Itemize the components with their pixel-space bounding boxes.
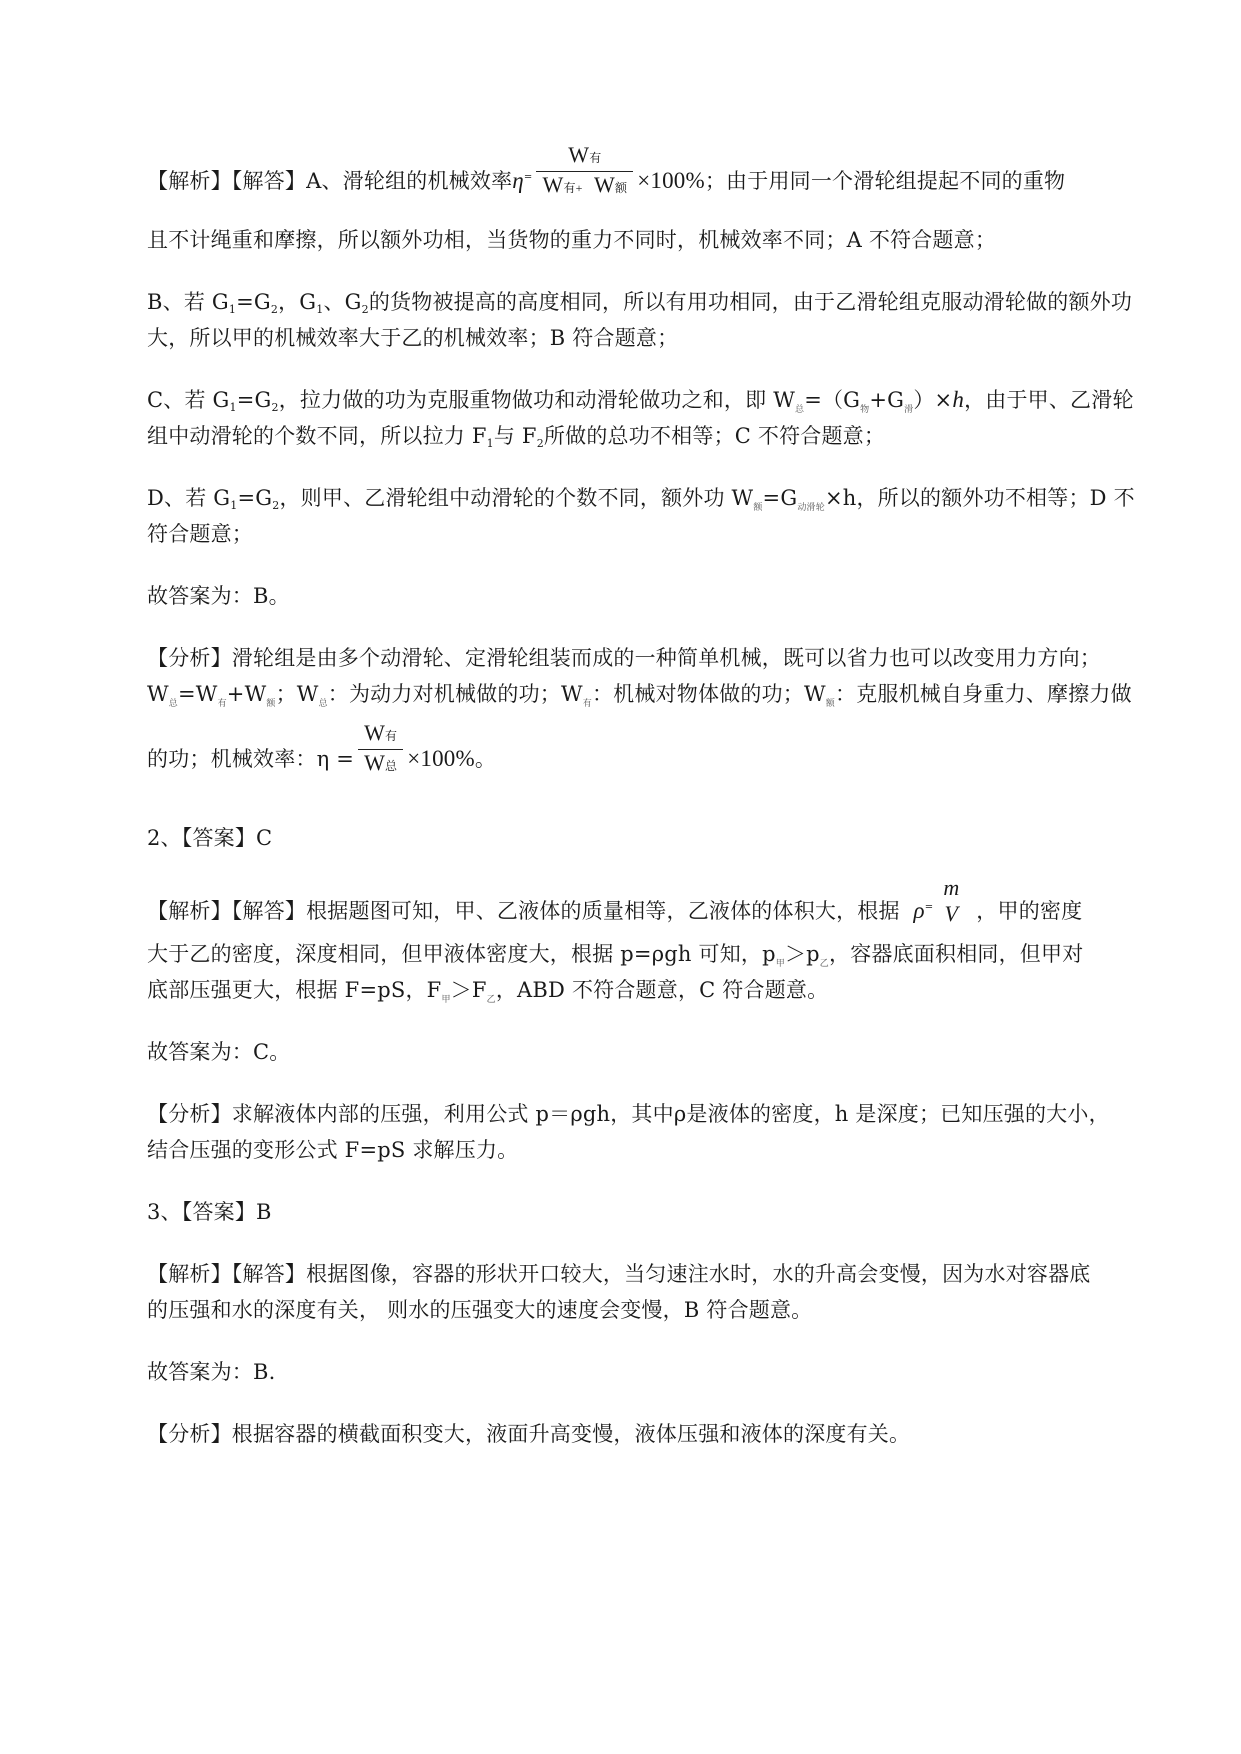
analysis-line-2: 且不计绳重和摩擦，所以额外功相，当货物的重力不同时，机械效率不同；A 不符合题意； <box>147 228 997 252</box>
question-3-answer: 3、【答案】B <box>147 1200 272 1224</box>
option-d-line-1: D、若 $G_1=G_2$，则甲、乙滑轮组中动滑轮的个数不同，额外功 $W_额=G_{动滑轮}\times h$，所以的额外功不相等；D 不 <box>147 486 1135 513</box>
q3-analysis-line-2: 的压强和水的深度有关， 则水的压强变大的速度会变慢，B 符合题意。 <box>147 1298 813 1322</box>
q3-answer-line: 故答案为：B. <box>147 1360 276 1384</box>
option-c-line-1: C、若 $G_1=G_2$，拉力做的功为克服重物做功和动滑轮做功之和，即 $W_总=(G_物+G_滑)\times h$，由于甲、乙滑轮 <box>147 387 1134 415</box>
summary-line-2: $W_总=W_有+W_额$；$W_总$：为动力对机械做的功；$W_有$：机械对物体做的功；$W_额$：克服机械自身重力、摩擦力做 <box>147 682 1132 709</box>
option-b-line-2: 大，所以甲的机械效率大于乙的机械效率；B 符合题意； <box>147 326 679 350</box>
q3-analysis-line-1: 【解析】【解答】根据图像，容器的形状开口较大，当匀速注水时，水的升高会变慢，因为水对容器底 <box>147 1262 1091 1286</box>
summary-line-3: 的功；机械效率：η = $\frac{\text{W有}}{\text{W总}}$ ×100%。 <box>147 742 1151 779</box>
q2-analysis-line-3: 底部压强更大，根据 F=pS，$F_甲>F_乙$，ABD 不符合题意，C 符合题意。 <box>147 978 829 1005</box>
density-fraction: m V <box>943 874 960 926</box>
q2-summary-line-2: 结合压强的变形公式 F=pS 求解压力。 <box>147 1138 519 1162</box>
analysis-line-1: 【解析】【解答】A、滑轮组的机械效率η= $\frac{\text{W有}}{\text{W有+ W额}}$ ×100%；由于用同一个滑轮组提起不同的重物 <box>147 163 1151 201</box>
option-b-line-1: B、若 $G_1=G_2$，$G_1$、$G_2$的货物被提高的高度相同，所以有用功相同，由于乙滑轮组克服动滑轮做的额外功 <box>147 290 1133 316</box>
efficiency-fraction: $\frac{\text{W有}}{\text{W有+ W额}}$ <box>536 142 633 201</box>
times-100-percent: ×100% <box>637 168 705 193</box>
rho-symbol: ρ <box>913 898 925 923</box>
eta-symbol: η <box>512 168 524 193</box>
option-c-line-2: 组中动滑轮的个数不同，所以拉力 $F_1$与 $F_2$所做的总功不相等；C 不符合题意； <box>147 424 886 450</box>
option-d-line-2: 符合题意； <box>147 522 253 546</box>
q2-analysis-line-1: 【解析】【解答】根据题图可知，甲、乙液体的质量相等，乙液体的体积大，根据 ρ= m V ，甲的密度 <box>147 874 1083 926</box>
summary-line-1: 【分析】滑轮组是由多个动滑轮、定滑轮组装而成的一种简单机械，既可以省力也可以改变用力方向； <box>147 646 1101 670</box>
q3-summary-line: 【分析】根据容器的横截面积变大，液面升高变慢，液体压强和液体的深度有关。 <box>147 1422 911 1446</box>
efficiency-formula: $\frac{\text{W有}}{\text{W总}}$ <box>358 720 403 779</box>
q2-summary-line-1: 【分析】求解液体内部的压强，利用公式 p＝ρgh，其中ρ是液体的密度，h 是深度；已知压强的大小， <box>147 1102 1110 1126</box>
q2-answer-line: 故答案为：C。 <box>147 1040 291 1064</box>
analysis-text: 【解析】【解答】A、滑轮组的机械效率 <box>147 169 513 193</box>
answer-line-1: 故答案为：B。 <box>147 584 290 608</box>
question-2-answer: 2、【答案】C <box>147 826 273 850</box>
equals-sign: = <box>523 172 533 183</box>
q2-analysis-line-2: 大于乙的密度，深度相同，但甲液体密度大，根据 p=ρgh 可知，$p_甲>p_乙$，容器底面积相同，但甲对 <box>147 942 1084 969</box>
